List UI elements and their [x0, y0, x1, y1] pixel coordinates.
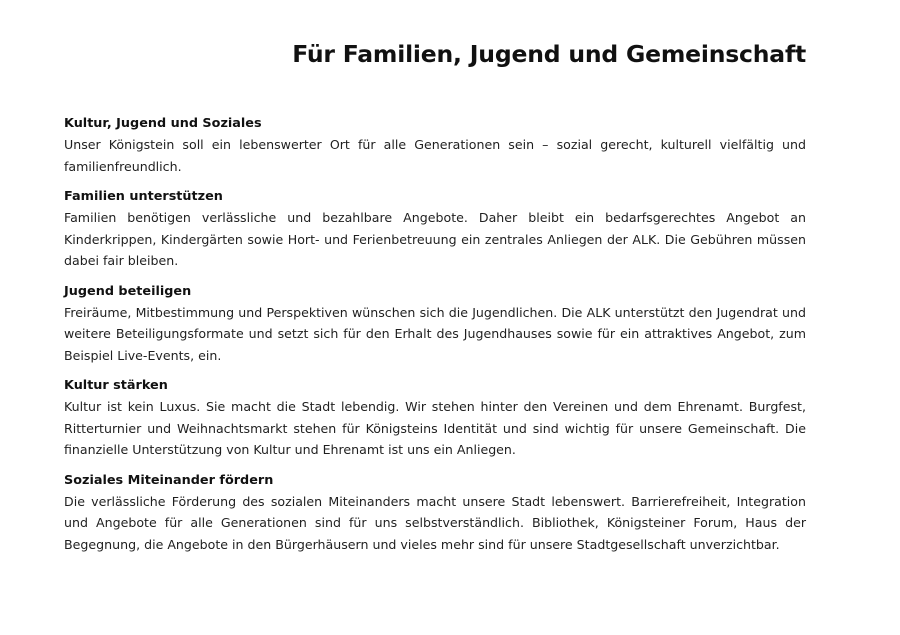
section-text: Kultur ist kein Luxus. Sie macht die Stadt lebendig. Wir stehen hinter den Vereinen und dem Ehrenamt. Burgfest, Ritterturnier und Weihnachtsmarkt stehen für Königsteins Identität und sind wichtig für unsere Gemeinschaft. Die finanzielle Unterstützung von Kultur und Ehrenamt ist uns ein Anliegen. [64, 399, 806, 457]
section-text: Familien benötigen verlässliche und bezahlbare Angebote. Daher bleibt ein bedarfsgerechtes Angebot an Kinderkrippen, Kindergärten sowie Hort- und Ferienbetreuung ein zentrales Anliegen der ALK. Die Gebühren müssen dabei fair bleiben. [64, 210, 806, 268]
section-text: Die verlässliche Förderung des sozialen Miteinanders macht unsere Stadt lebenswert. Barrierefreiheit, Integration und Angebote für alle Generationen sind für uns selbstverständlich. Bibliothek, Königsteiner Forum, Haus der Begegnung, die Angebote in den Bürgerhäusern und vieles mehr sind für unsere Stadtgesellschaft unverzichtbar. [64, 493, 806, 552]
section-heading: Jugend beteiligen [64, 283, 192, 299]
section-text: Freiräume, Mitbestimmung und Perspektiven wünschen sich die Jugendlichen. Die ALK unterstützt den Jugendrat und weitere Beteiligungsformate und setzt sich für den Erhalt des Jugendhauses sowie für ein attraktives Angebot, zum Beispiel Live-Events, ein. [64, 304, 806, 363]
section-kultur-staerken [64, 376, 806, 461]
section-jugend-beteiligen [64, 282, 806, 367]
section-soziales-miteinander [64, 471, 806, 556]
section-heading: Soziales Miteinander fördern [64, 472, 274, 488]
content-body [64, 114, 806, 565]
page-title: Für Familien, Jugend und Gemeinschaft [292, 40, 806, 68]
section-heading: Kultur, Jugend und Soziales [64, 116, 262, 131]
section-text: Unser Königstein soll ein lebenswerter Ort für alle Generationen sein – sozial gerecht, kulturell vielfältig und familienfreundlich. [64, 137, 806, 174]
section-heading: Kultur stärken [64, 378, 168, 393]
section-kultur-jugend-soziales [64, 114, 806, 177]
section-familien-unterstuetzen [64, 187, 806, 272]
section-heading: Familien unterstützen [64, 189, 223, 204]
